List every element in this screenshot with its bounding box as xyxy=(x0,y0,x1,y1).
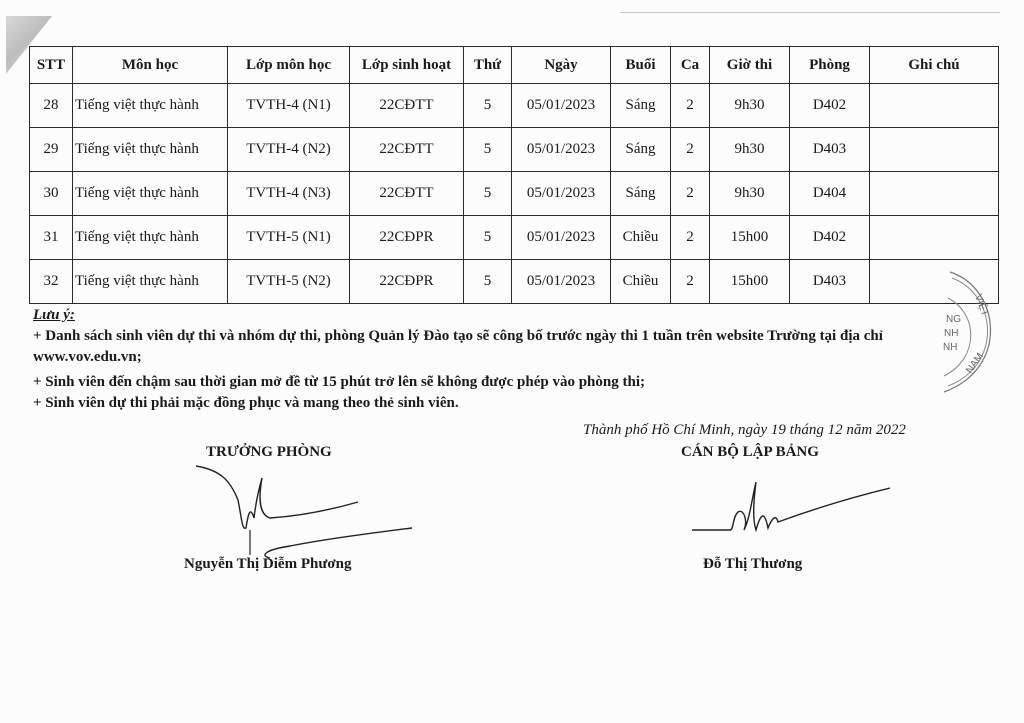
table-row xyxy=(30,84,999,128)
header-home-class: Lớp sinh hoạt xyxy=(350,47,464,84)
official-stamp xyxy=(930,268,1024,398)
cell-weekday: 5 xyxy=(464,84,512,128)
cell-shift: 2 xyxy=(671,172,710,216)
cell-time: 9h30 xyxy=(710,84,790,128)
header-session: Buổi xyxy=(611,47,671,84)
cell-shift: 2 xyxy=(671,260,710,304)
cell-session: Sáng xyxy=(611,84,671,128)
header-room: Phòng xyxy=(790,47,870,84)
cell-stt: 32 xyxy=(30,260,73,304)
table-row xyxy=(30,128,999,172)
cell-subject: Tiếng việt thực hành xyxy=(73,84,228,128)
signer-right-role: CÁN BỘ LẬP BẢNG xyxy=(681,444,819,460)
cell-session: Sáng xyxy=(611,172,671,216)
stamp-text: NH xyxy=(943,342,958,353)
signature-left-icon xyxy=(190,460,430,560)
note-item: + Sinh viên dự thi phải mặc đồng phục và mang theo thẻ sinh viên. xyxy=(33,395,459,411)
header-date: Ngày xyxy=(512,47,611,84)
cell-date: 05/01/2023 xyxy=(512,216,611,260)
cell-room: D402 xyxy=(790,84,870,128)
cell-note xyxy=(870,128,999,172)
stamp-text: VIỆT xyxy=(972,293,991,318)
header-shift: Ca xyxy=(671,47,710,84)
cell-shift: 2 xyxy=(671,216,710,260)
cell-note xyxy=(870,216,999,260)
header-time: Giờ thi xyxy=(710,47,790,84)
cell-subject: Tiếng việt thực hành xyxy=(73,260,228,304)
cell-room: D403 xyxy=(790,128,870,172)
cell-stt: 29 xyxy=(30,128,73,172)
header-subject: Môn học xyxy=(73,47,228,84)
cell-course-class: TVTH-5 (N1) xyxy=(228,216,350,260)
table-header-row xyxy=(30,47,999,84)
signature-right-icon xyxy=(690,478,900,548)
top-rule xyxy=(620,12,1000,13)
cell-home-class: 22CĐTT xyxy=(350,172,464,216)
cell-subject: Tiếng việt thực hành xyxy=(73,216,228,260)
cell-stt: 30 xyxy=(30,172,73,216)
cell-stt: 31 xyxy=(30,216,73,260)
cell-weekday: 5 xyxy=(464,260,512,304)
cell-course-class: TVTH-5 (N2) xyxy=(228,260,350,304)
header-note: Ghi chú xyxy=(870,47,999,84)
cell-room: D404 xyxy=(790,172,870,216)
cell-note xyxy=(870,84,999,128)
cell-weekday: 5 xyxy=(464,128,512,172)
stamp-text: NG xyxy=(946,314,961,325)
exam-schedule-table xyxy=(29,46,999,304)
signer-left-role: TRƯỞNG PHÒNG xyxy=(206,444,332,460)
stamp-text: NH xyxy=(944,328,959,339)
cell-note xyxy=(870,172,999,216)
cell-home-class: 22CĐTT xyxy=(350,84,464,128)
header-weekday: Thứ xyxy=(464,47,512,84)
place-date-line: Thành phố Hồ Chí Minh, ngày 19 tháng 12 năm 2022 xyxy=(583,422,906,438)
note-item: + Danh sách sinh viên dự thi và nhóm dự thi, phòng Quản lý Đào tạo sẽ công bố trước ngày thi 1 tuần trên website Trường tại địa chỉ www.vov.edu.vn; xyxy=(33,328,883,365)
cell-date: 05/01/2023 xyxy=(512,84,611,128)
cell-room: D402 xyxy=(790,216,870,260)
signer-left-name: Nguyễn Thị Diễm Phương xyxy=(184,556,352,572)
cell-stt: 28 xyxy=(30,84,73,128)
cell-shift: 2 xyxy=(671,84,710,128)
cell-session: Chiều xyxy=(611,260,671,304)
header-course-class: Lớp môn học xyxy=(228,47,350,84)
cell-date: 05/01/2023 xyxy=(512,260,611,304)
cell-home-class: 22CĐTT xyxy=(350,128,464,172)
cell-time: 15h00 xyxy=(710,260,790,304)
cell-course-class: TVTH-4 (N2) xyxy=(228,128,350,172)
cell-course-class: TVTH-4 (N1) xyxy=(228,84,350,128)
table-row xyxy=(30,260,999,304)
cell-time: 9h30 xyxy=(710,172,790,216)
header-stt: STT xyxy=(30,47,73,84)
cell-subject: Tiếng việt thực hành xyxy=(73,172,228,216)
cell-subject: Tiếng việt thực hành xyxy=(73,128,228,172)
cell-time: 15h00 xyxy=(710,216,790,260)
cell-course-class: TVTH-4 (N3) xyxy=(228,172,350,216)
stamp-text: NAM xyxy=(964,351,986,376)
cell-room: D403 xyxy=(790,260,870,304)
notes-title: Lưu ý: xyxy=(33,307,75,323)
cell-session: Sáng xyxy=(611,128,671,172)
cell-weekday: 5 xyxy=(464,216,512,260)
table-row xyxy=(30,172,999,216)
note-item: + Sinh viên đến chậm sau thời gian mở đề từ 15 phút trở lên sẽ không được phép vào phòng thi; xyxy=(33,374,645,390)
cell-date: 05/01/2023 xyxy=(512,172,611,216)
notes-section xyxy=(33,305,963,414)
cell-time: 9h30 xyxy=(710,128,790,172)
cell-date: 05/01/2023 xyxy=(512,128,611,172)
table-row xyxy=(30,216,999,260)
cell-session: Chiều xyxy=(611,216,671,260)
cell-home-class: 22CĐPR xyxy=(350,260,464,304)
signer-right-name: Đỗ Thị Thương xyxy=(703,556,803,572)
cell-weekday: 5 xyxy=(464,172,512,216)
cell-home-class: 22CĐPR xyxy=(350,216,464,260)
cell-shift: 2 xyxy=(671,128,710,172)
